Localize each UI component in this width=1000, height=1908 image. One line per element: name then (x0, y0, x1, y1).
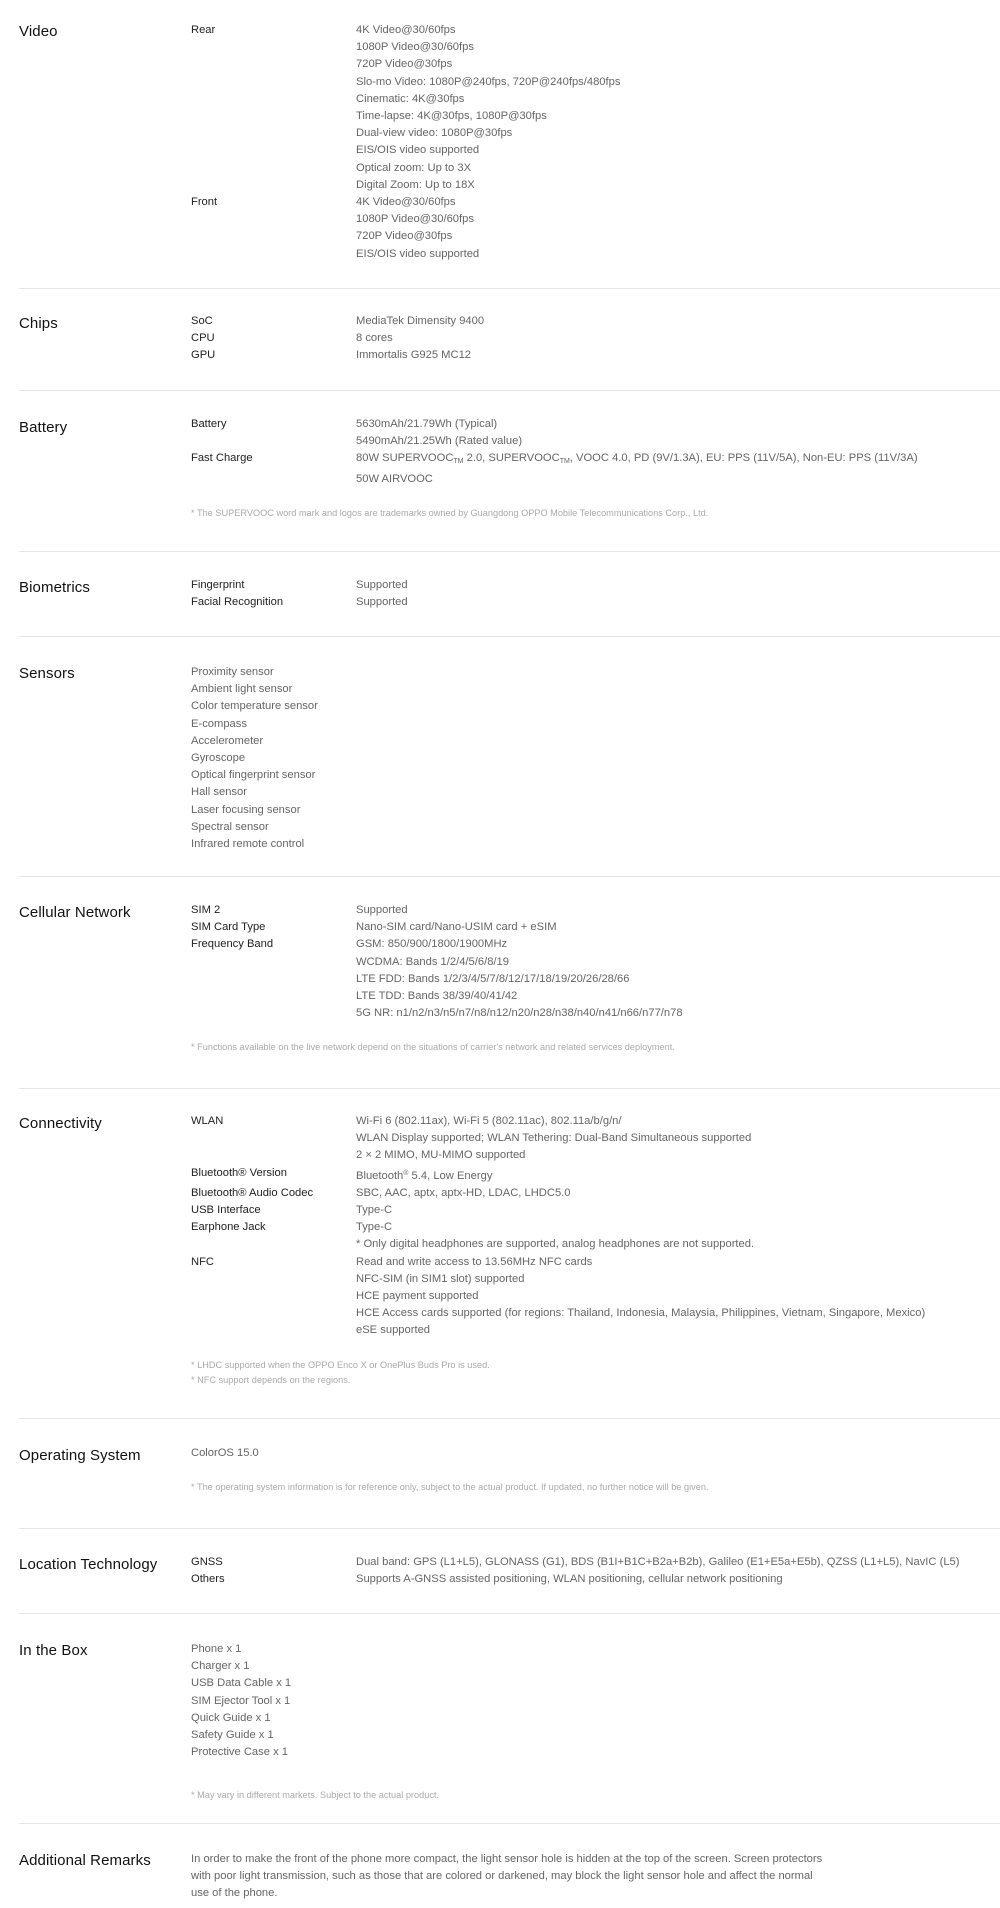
spec-value: 1080P Video@30/60fps (356, 41, 474, 54)
spec-value: 8 cores (356, 332, 393, 345)
list-item: Proximity sensor (191, 666, 274, 678)
spec-values (356, 194, 1000, 263)
spec-row-rear (191, 22, 1000, 194)
spec-value (356, 1165, 1000, 1185)
list-item: SIM Ejector Tool x 1 (191, 1694, 291, 1707)
spec-label (191, 1165, 356, 1185)
footnote: * May vary in different markets. Subject to the actual product. (191, 1790, 440, 1801)
section-title: Battery (19, 419, 68, 436)
spec-values (356, 1219, 1000, 1253)
spec-value: MediaTek Dimensity 9400 (356, 315, 485, 327)
section-sensors (19, 637, 1000, 877)
spec-row-facial-recognition (191, 594, 1000, 611)
text-part: Version (246, 1166, 287, 1179)
spec-value: Cinematic: 4K@30fps (356, 92, 465, 105)
text-part: Bluetooth (356, 1169, 404, 1182)
spec-value: Read and write access to 13.56MHz NFC cards (356, 1255, 593, 1268)
spec-value: LTE FDD: Bands 1/2/3/4/5/7/8/12/17/18/19/20/26/28/66 (356, 972, 630, 985)
spec-values (356, 330, 1000, 347)
section-title: Location Technology (19, 1556, 158, 1573)
spec-label: GNSS (191, 1556, 223, 1568)
spec-value: Wi-Fi 6 (802.11ax), Wi-Fi 5 (802.11ac), 802.11a/b/g/n/ (356, 1115, 622, 1127)
remarks-body (191, 1851, 1000, 1903)
spec-value: EIS/OIS video supported (356, 247, 480, 260)
footnote: * NFC support depends on the regions. (191, 1374, 351, 1385)
spec-values (356, 1254, 1000, 1340)
spec-value: HCE Access cards supported (for regions: Thailand, Indonesia, Malaysia, Philippines, Vietnam, Singapore, Mexico) (356, 1307, 926, 1320)
section-additional-remarks (19, 1824, 1000, 1908)
text-part: 80W SUPERVOOC (356, 452, 454, 465)
spec-list (191, 313, 1000, 365)
spec-value: WLAN Display supported; WLAN Tethering: Dual-Band Simultaneous supported (356, 1132, 752, 1145)
spec-value: Dual-view video: 1080P@30fps (356, 127, 513, 140)
spec-label: Battery (191, 418, 227, 430)
spec-list (191, 577, 1000, 611)
spec-value: Slo-mo Video: 1080P@240fps, 720P@240fps/480fps (356, 75, 621, 88)
spec-label: WLAN (191, 1115, 224, 1127)
spec-values (356, 313, 1000, 330)
trademark-mark: TM (453, 458, 464, 466)
section-title: Biometrics (19, 579, 91, 596)
spec-value: 5490mAh/21.25Wh (Rated value) (356, 435, 523, 448)
spec-value: 720P Video@30fps (356, 58, 453, 71)
section-title: Sensors (19, 665, 75, 682)
spec-values (356, 1202, 1000, 1219)
registered-mark: ® (238, 1186, 247, 1199)
spec-row-fast-charge (191, 450, 1000, 487)
spec-row-bluetooth-audio-codec (191, 1185, 1000, 1202)
spec-label: SIM 2 (191, 904, 221, 916)
list-item: Color temperature sensor (191, 700, 318, 713)
list-item: Laser focusing sensor (191, 803, 301, 816)
footnote: * LHDC supported when the OPPO Enco X or OnePlus Buds Pro is used. (191, 1359, 490, 1370)
spec-values (356, 936, 1000, 1022)
spec-value: Immortalis G925 MC12 (356, 349, 472, 362)
spec-list (191, 22, 1000, 263)
spec-label: NFC (191, 1255, 214, 1268)
section-title: Cellular Network (19, 904, 131, 921)
spec-value: EIS/OIS video supported (356, 144, 480, 157)
list-item: USB Data Cable x 1 (191, 1677, 292, 1690)
section-location-technology (19, 1529, 1000, 1614)
spec-label: Front (191, 196, 218, 209)
list-item: E-compass (191, 717, 247, 730)
spec-label: Facial Recognition (191, 596, 284, 609)
spec-value: Optical zoom: Up to 3X (356, 161, 472, 174)
spec-value: eSE supported (356, 1324, 431, 1337)
spec-label: GPU (191, 349, 216, 362)
spec-row-sim2 (191, 902, 1000, 919)
spec-values (356, 22, 1000, 194)
spec-value: HCE payment supported (356, 1290, 479, 1303)
section-title: Video (19, 23, 58, 40)
spec-label: Others (191, 1573, 225, 1586)
text-part: , VOOC 4.0, PD (9V/1.3A), EU: PPS (11V/5A), Non-EU: PPS (11V/3A) (569, 452, 918, 465)
spec-values (356, 577, 1000, 594)
spec-value: Type-C (356, 1204, 393, 1217)
spec-row-wlan (191, 1113, 1000, 1165)
spec-values (356, 347, 1000, 364)
list-item: Gyroscope (191, 752, 246, 765)
spec-value: ColorOS 15.0 (191, 1447, 259, 1459)
list-item: Optical fingerprint sensor (191, 769, 316, 782)
spec-label: USB Interface (191, 1204, 261, 1217)
spec-row-nfc (191, 1254, 1000, 1340)
spec-value: 1080P Video@30/60fps (356, 213, 474, 226)
spec-value: Time-lapse: 4K@30fps, 1080P@30fps (356, 110, 547, 123)
spec-value (356, 450, 1000, 470)
spec-value: Dual band: GPS (L1+L5), GLONASS (G1), BDS (B1I+B1C+B2a+B2b), Galileo (E1+E5a+E5b), QZSS (L1+L5), NavIC (L5) (356, 1556, 960, 1568)
spec-row-others (191, 1571, 1000, 1588)
list-item: Quick Guide x 1 (191, 1711, 271, 1724)
spec-value: 5G NR: n1/n2/n3/n5/n7/n8/n12/n20/n28/n38/n40/n41/n66/n77/n78 (356, 1007, 683, 1020)
section-cellular-network (19, 877, 1000, 1089)
spec-value: LTE TDD: Bands 38/39/40/41/42 (356, 990, 518, 1003)
spec-value: 5630mAh/21.79Wh (Typical) (356, 418, 498, 430)
spec-value: Nano-SIM card/Nano-USIM card + eSIM (356, 921, 557, 934)
spec-row-cpu (191, 330, 1000, 347)
list-item: Hall sensor (191, 786, 247, 799)
spec-values (356, 416, 1000, 450)
section-biometrics (19, 552, 1000, 637)
spec-label: Fingerprint (191, 579, 245, 591)
box-list (191, 1641, 1000, 1803)
trademark-mark: TM (559, 458, 570, 466)
spec-value: SBC, AAC, aptx, aptx-HD, LDAC, LHDC5.0 (356, 1186, 571, 1199)
spec-value: NFC-SIM (in SIM1 slot) supported (356, 1272, 525, 1285)
list-item: Ambient light sensor (191, 683, 293, 696)
spec-row-gnss (191, 1554, 1000, 1571)
spec-value: Digital Zoom: Up to 18X (356, 178, 475, 191)
spec-label (191, 1185, 356, 1202)
list-item: Accelerometer (191, 734, 264, 747)
spec-row-usb-interface (191, 1202, 1000, 1219)
spec-row-frequency-band (191, 936, 1000, 1022)
list-item: Protective Case x 1 (191, 1746, 289, 1759)
list-item: Safety Guide x 1 (191, 1729, 274, 1742)
spec-list (191, 1554, 1000, 1588)
spec-label: Earphone Jack (191, 1221, 266, 1234)
spec-row-sim-card-type (191, 919, 1000, 936)
section-title: Additional Remarks (19, 1852, 151, 1869)
list-item: Phone x 1 (191, 1643, 242, 1655)
spec-list (191, 902, 1000, 1055)
spec-row-bluetooth-version (191, 1165, 1000, 1185)
spec-value: GSM: 850/900/1800/1900MHz (356, 938, 508, 951)
spec-values (356, 450, 1000, 487)
section-operating-system (19, 1419, 1000, 1529)
spec-value: WCDMA: Bands 1/2/4/5/6/8/19 (356, 955, 509, 968)
spec-value: Type-C (356, 1221, 393, 1234)
list-item: Charger x 1 (191, 1660, 250, 1673)
section-title: Operating System (19, 1447, 141, 1464)
section-battery (19, 391, 1000, 552)
spec-row-fingerprint (191, 577, 1000, 594)
spec-label: CPU (191, 332, 215, 345)
section-chips (19, 289, 1000, 391)
spec-value: * Only digital headphones are supported, analog headphones are not supported. (356, 1238, 755, 1251)
spec-values (356, 902, 1000, 919)
spec-values (356, 1165, 1000, 1185)
text-part: Bluetooth (191, 1186, 239, 1199)
section-title: Chips (19, 315, 58, 332)
section-title: Connectivity (19, 1115, 102, 1132)
spec-values (356, 919, 1000, 936)
spec-value: 720P Video@30fps (356, 230, 453, 243)
list-item: Spectral sensor (191, 820, 269, 833)
spec-values (356, 594, 1000, 611)
spec-row-soc (191, 313, 1000, 330)
spec-value: Supported (356, 579, 408, 591)
spec-label: Fast Charge (191, 452, 253, 465)
spec-value: 4K Video@30/60fps (356, 196, 456, 209)
spec-value: Supports A-GNSS assisted positioning, WLAN positioning, cellular network positioning (356, 1573, 783, 1586)
footnote: * Functions available on the live network depend on the situations of carrier's network and related services deployment. (191, 1042, 675, 1053)
spec-label: Frequency Band (191, 938, 274, 951)
spec-label: SoC (191, 315, 213, 327)
text-part: 2.0, SUPERVOOC (463, 452, 560, 465)
text-part: Bluetooth (191, 1166, 239, 1179)
registered-mark: ® (238, 1166, 247, 1179)
spec-values (356, 1571, 1000, 1588)
spec-row-earphone-jack (191, 1219, 1000, 1253)
spec-row-front (191, 194, 1000, 263)
spec-list (191, 416, 1000, 521)
section-in-the-box (19, 1614, 1000, 1824)
spec-value: Supported (356, 596, 408, 609)
spec-values (356, 1554, 1000, 1571)
section-video (19, 0, 1000, 289)
footnote: * The operating system information is for reference only, subject to the actual product. If updated, no further notice will be given. (191, 1482, 709, 1493)
spec-value: 2 × 2 MIMO, MU-MIMO supported (356, 1149, 526, 1162)
registered-mark: ® (403, 1169, 409, 1177)
spec-label: SIM Card Type (191, 921, 266, 934)
spec-row-gpu (191, 347, 1000, 364)
footnote: * The SUPERVOOC word mark and logos are trademarks owned by Guangdong OPPO Mobile Telecommunications Corp., Ltd. (191, 507, 709, 518)
section-title: In the Box (19, 1642, 88, 1659)
remarks-paragraph: In order to make the front of the phone more compact, the light sensor hole is hidden at the top of the screen. Screen protectors with poor light transmission, such as those that are colored or darkened, may block the light sensor hole and affect the normal use of the phone. (191, 1853, 823, 1900)
spec-row-battery (191, 416, 1000, 450)
spec-value: 4K Video@30/60fps (356, 24, 456, 36)
text-part: 5.4, Low Energy (408, 1169, 493, 1182)
sensor-list (191, 664, 1000, 853)
list-item: Infrared remote control (191, 838, 305, 851)
spec-value: Supported (356, 904, 408, 916)
spec-list (191, 1445, 1000, 1495)
spec-values (356, 1185, 1000, 1202)
spec-values (356, 1113, 1000, 1165)
spec-list (191, 1113, 1000, 1388)
section-connectivity (19, 1089, 1000, 1419)
spec-label: Rear (191, 24, 216, 36)
spec-value: 50W AIRVOOC (356, 472, 433, 485)
text-part: Audio Codec (246, 1186, 314, 1199)
